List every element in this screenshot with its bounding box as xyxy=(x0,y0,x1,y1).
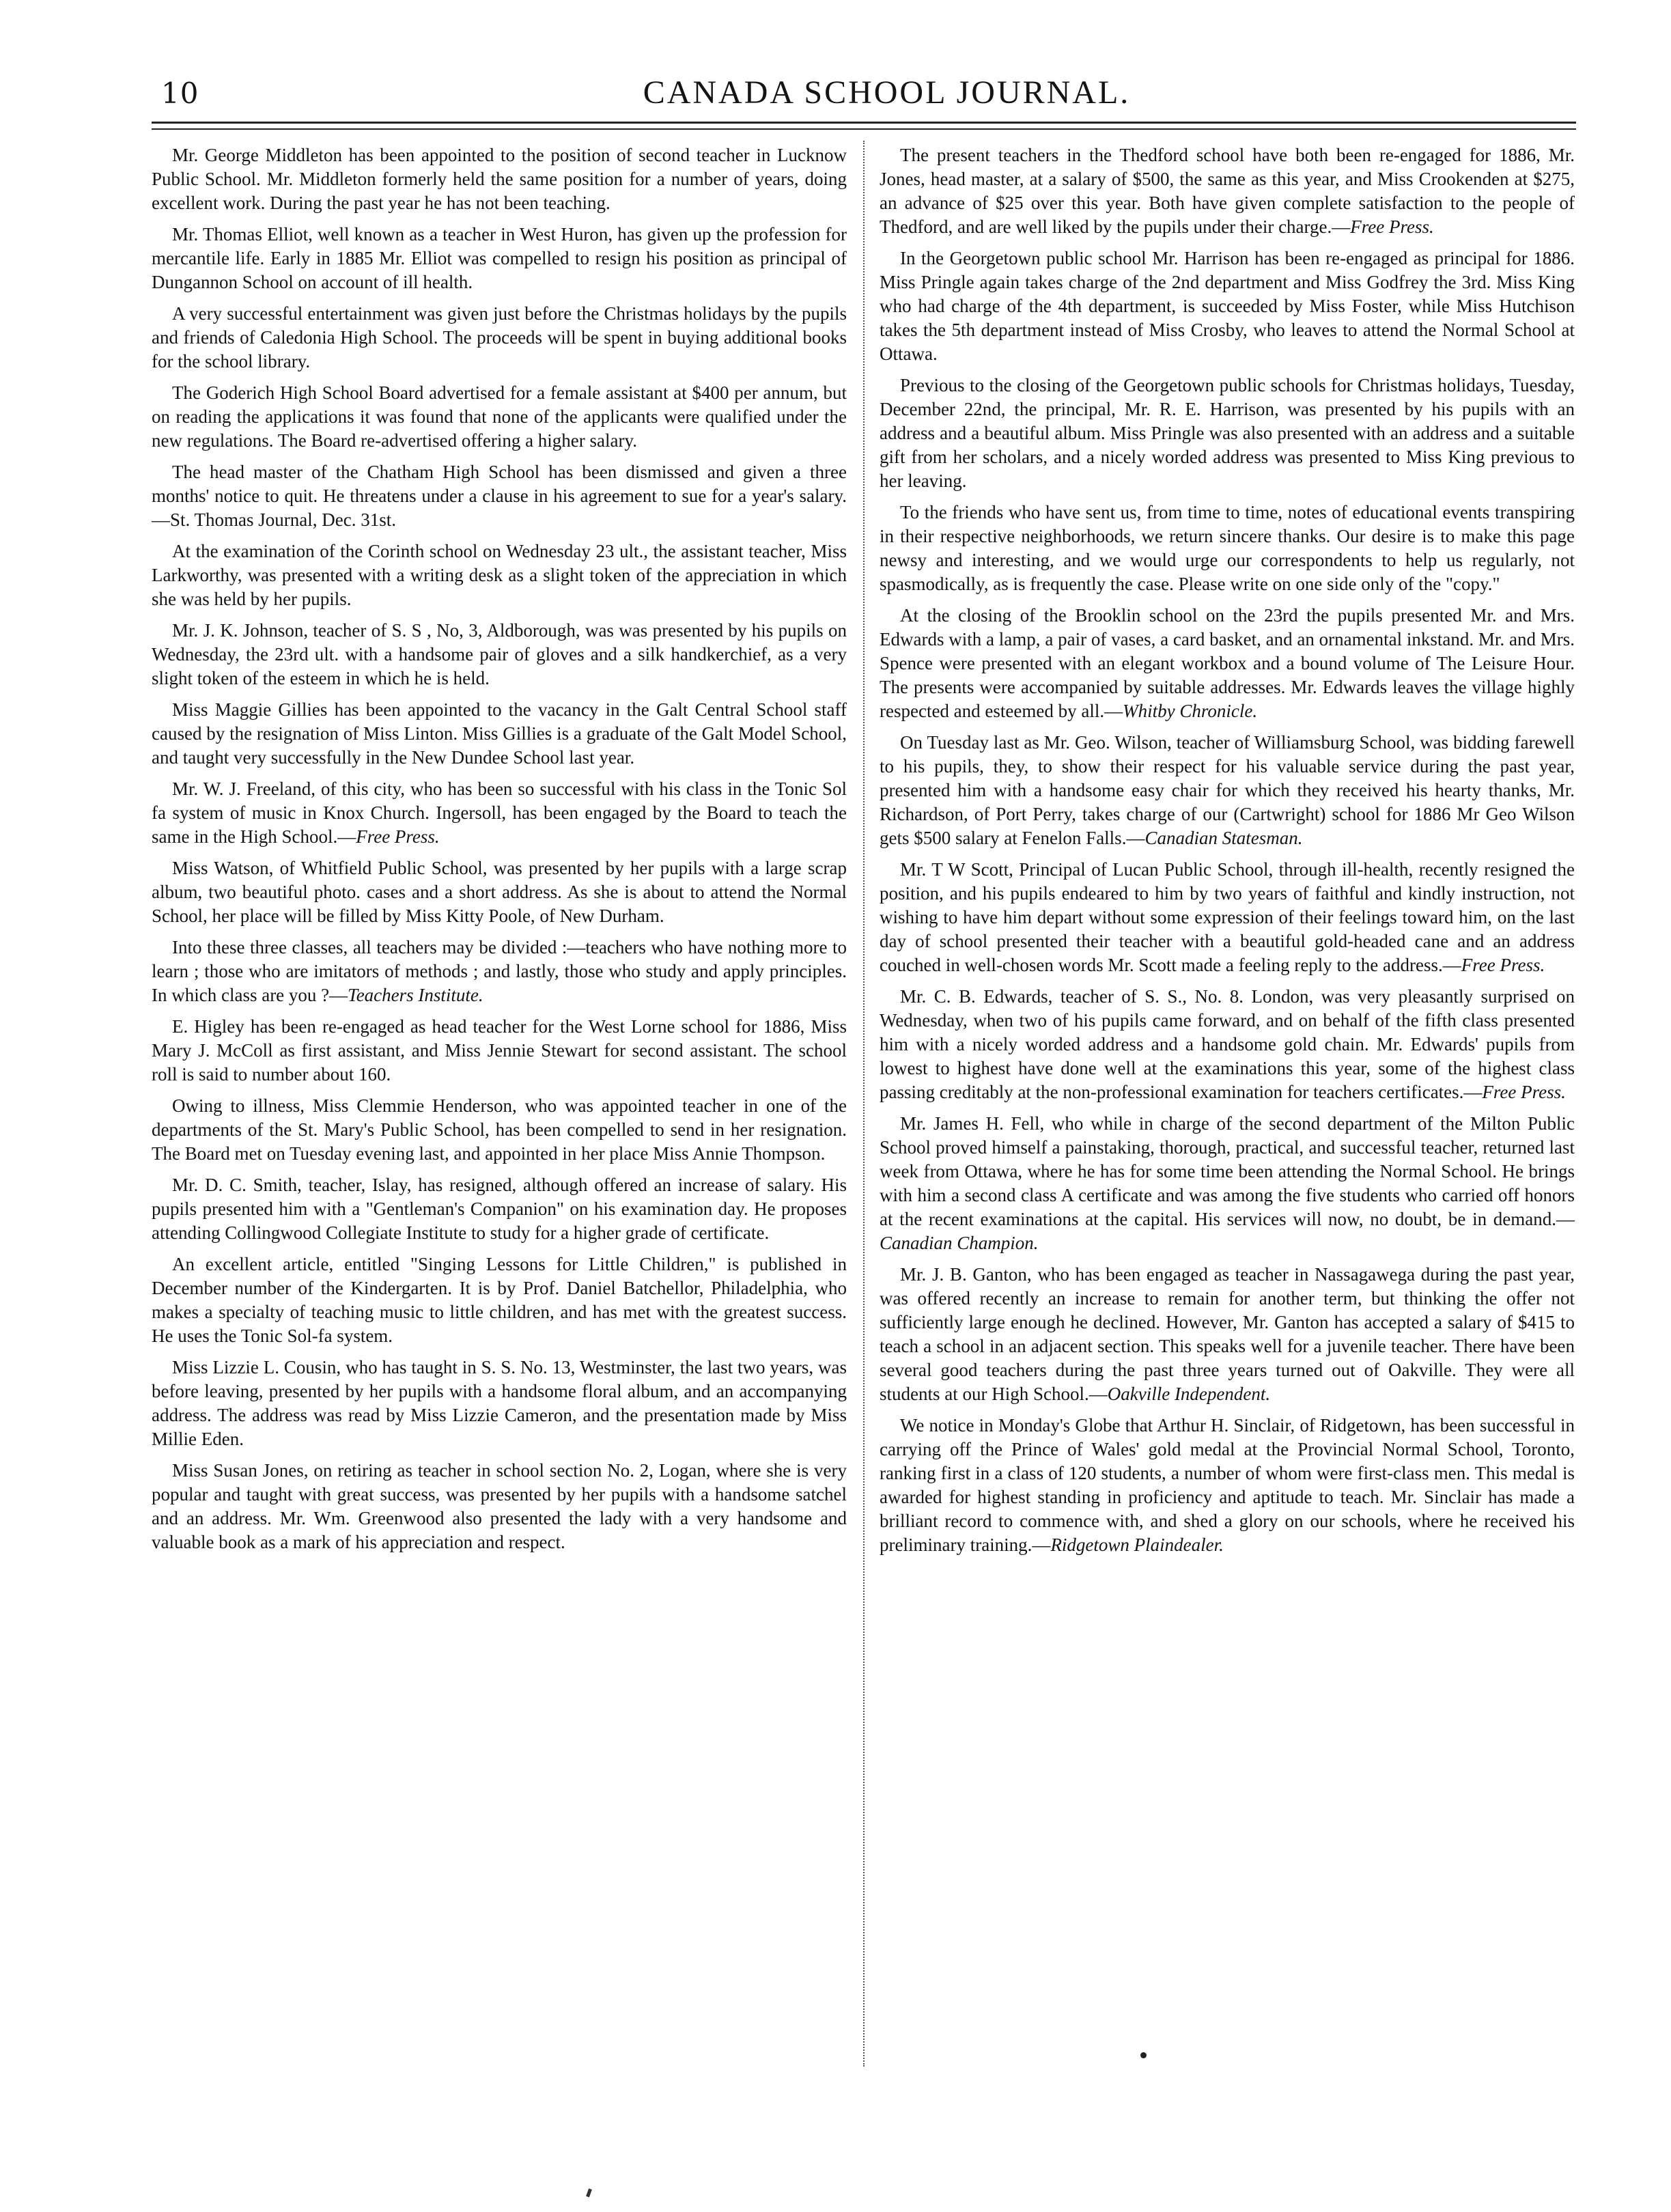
news-paragraph xyxy=(152,856,847,928)
news-paragraph xyxy=(152,1094,847,1166)
news-paragraph xyxy=(152,540,847,611)
paragraph-text: To the friends who have sent us, from time to time, notes of educational events transpiring in their respective neighborhoods, we return sincere thanks. Our desire is to make this page newsy and interesting, and we would urge our correspondents to help us regularly, not spasmodically, as is frequently the case. Please write on one side only of the "copy." xyxy=(880,502,1575,594)
news-paragraph xyxy=(152,619,847,690)
page-number: 10 xyxy=(161,76,199,110)
paragraph-text: E. Higley has been re-engaged as head teacher for the West Lorne school for 1886, Miss Mary J. McColl as first assistant, and Miss Jennie Stewart for second assistant. The school roll is said to number about 160. xyxy=(152,1016,847,1084)
news-paragraph xyxy=(880,1263,1575,1406)
right-column xyxy=(880,143,1575,1565)
paragraph-text: We notice in Monday's Globe that Arthur H. Sinclair, of Ridgetown, has been successful in carrying off the Prince of Wales' gold medal at the Provincial Normal School, Toronto, ranking first in a class of 120 students, a number of whom were first-class men. This medal is awarded for highest standing in proficiency and aptitude to teach. Mr. Sinclair has made a brilliant record to commence with, and shed a glory on our schools, where he received his preliminary training.— xyxy=(880,1415,1575,1555)
paragraph-text: Mr. J. K. Johnson, teacher of S. S , No, 3, Aldborough, was was presented by his pupils on Wednesday, the 23rd ult. with a handsome pair of gloves and a silk handkerchief, as a very slight token of the esteem in which he is held. xyxy=(152,620,847,688)
news-paragraph xyxy=(152,698,847,770)
news-paragraph xyxy=(152,936,847,1007)
news-paragraph xyxy=(152,1015,847,1087)
printer-dot xyxy=(1140,2052,1147,2058)
paragraph-text: Mr. George Middleton has been appointed to the position of second teacher in Lucknow Public School. Mr. Middleton formerly held the same position for a number of years, doing excellent work. During the past year he has not been teaching. xyxy=(152,145,847,213)
paragraph-text: Miss Watson, of Whitfield Public School, was presented by her pupils with a large scrap album, two beautiful photo. cases and a short address. As she is about to attend the Normal School, her place will be filled by Miss Kitty Poole, of New Durham. xyxy=(152,858,847,926)
paragraph-source: Canadian Statesman. xyxy=(1145,828,1303,848)
news-paragraph xyxy=(880,501,1575,596)
news-paragraph xyxy=(152,381,847,453)
column-divider xyxy=(863,141,865,2067)
paragraph-text: At the closing of the Brooklin school on the 23rd the pupils presented Mr. and Mrs. Edwards with a lamp, a pair of vases, a card basket, and an ornamental inkstand. Mr. and Mrs. Spence were presented with an elegant workbox and a bound volume of The Leisure Hour. The presents were accompanied by suitable addresses. Mr. Edwards leaves the village highly respected and esteemed by all.— xyxy=(880,605,1575,721)
paragraph-text: Miss Lizzie L. Cousin, who has taught in S. S. No. 13, Westminster, the last two years, was before leaving, presented by her pupils with a handsome floral album, and an accompanying address. The address was read by Miss Lizzie Cameron, and the presentation made by Miss Millie Eden. xyxy=(152,1357,847,1449)
paragraph-text: Mr. Thomas Elliot, well known as a teacher in West Huron, has given up the profession for mercantile life. Early in 1885 Mr. Elliot was compelled to resign his position as principal of Dungannon School on account of ill health. xyxy=(152,224,847,292)
paragraph-source: Canadian Champion. xyxy=(880,1233,1039,1253)
news-paragraph xyxy=(880,247,1575,366)
paragraph-text: Mr. J. B. Ganton, who has been engaged as teacher in Nassagawega during the past year, was offered recently an increase to remain for another term, but thinking the offer not sufficiently large enough he declined. However, Mr. Ganton has accepted a salary of $415 to teach a school in an adjacent section. This speaks well for a juvenile teacher. There have been several good teachers during the past three years turned out of Oakville. They were all students at our High School.— xyxy=(880,1264,1575,1404)
news-paragraph xyxy=(880,1414,1575,1557)
paragraph-source: Whitby Chronicle. xyxy=(1123,701,1258,721)
news-paragraph xyxy=(152,1356,847,1451)
news-paragraph xyxy=(880,374,1575,493)
paragraph-text: The head master of the Chatham High School has been dismissed and given a three months' notice to quit. He threatens under a clause in his agreement to sue for a year's salary.—St. Thomas Journal, Dec. 31st. xyxy=(152,462,847,530)
paragraph-text: At the examination of the Corinth school on Wednesday 23 ult., the assistant teacher, Miss Larkworthy, was presented with a writing desk as a slight token of the appreciation in which she was held by her pupils. xyxy=(152,541,847,609)
paragraph-text: Mr. C. B. Edwards, teacher of S. S., No. 8. London, was very pleasantly surprised on Wednesday, when two of his pupils came forward, and on behalf of the fifth class presented him with a nicely worded address and a handsome gold chain. Mr. Edwards' pupils from lowest to highest have done well at the examinations this year, some of the highest class passing creditably at the non-professional examination for teachers certificates.— xyxy=(880,986,1575,1102)
paragraph-source: Free Press. xyxy=(1482,1082,1566,1102)
paragraph-text: The present teachers in the Thedford school have both been re-engaged for 1886, Mr. Jones, head master, at a salary of $500, the same as this year, and Miss Crookenden at $275, an advance of $25 over this year. Both have given complete satisfaction to the people of Thedford, and are well liked by the pupils under their charge.— xyxy=(880,145,1575,237)
paragraph-text: Owing to illness, Miss Clemmie Henderson, who was appointed teacher in one of the departments of the St. Mary's Public School, has been compelled to send in her resignation. The Board met on Tuesday evening last, and appointed in her place Miss Annie Thompson. xyxy=(152,1095,847,1164)
paragraph-text: The Goderich High School Board advertised for a female assistant at $400 per annum, but on reading the applications it was found that none of the applicants were qualified under the new regulations. The Board re-advertised offering a higher salary. xyxy=(152,382,847,451)
paragraph-text: A very successful entertainment was given just before the Christmas holidays by the pupils and friends of Caledonia High School. The proceeds will be spent in buying additional books for the school library. xyxy=(152,303,847,372)
paragraph-source: Free Press. xyxy=(1461,955,1545,975)
header-rule xyxy=(152,122,1576,124)
paragraph-text: Previous to the closing of the Georgetown public schools for Christmas holidays, Tuesday, December 22nd, the principal, Mr. R. E. Harrison, was presented by his pupils with an address and a beautiful album. Miss Pringle was also presented with an address and a suitable gift from her scholars, and a nicely worded address was presented to Miss King previous to her leaving. xyxy=(880,375,1575,491)
news-paragraph xyxy=(152,302,847,374)
paragraph-source: Ridgetown Plaindealer. xyxy=(1050,1535,1224,1555)
news-paragraph xyxy=(880,604,1575,723)
page-mark xyxy=(586,2189,592,2198)
paragraph-text: In the Georgetown public school Mr. Harrison has been re-engaged as principal for 1886. Miss Pringle again takes charge of the 2nd department and Miss Godfrey the 3rd. Miss King who had charge of the 4th department, is succeeded by Miss Foster, while Miss Hutchison takes the 5th department instead of Miss Crosby, who leaves to attend the Normal School at Ottawa. xyxy=(880,248,1575,364)
paragraph-text: Mr. James H. Fell, who while in charge of the second department of the Milton Public School proved himself a painstaking, thorough, practical, and successful teacher, returned last week from Ottawa, where he has for some time been attending the Normal School. He brings with him a second class A certificate and was among the five students who carried off honors at the recent examinations at the capital. His services will now, no doubt, be in demand.— xyxy=(880,1113,1575,1229)
paragraph-source: Oakville Independent. xyxy=(1107,1384,1271,1404)
news-paragraph xyxy=(880,858,1575,977)
paragraph-text: On Tuesday last as Mr. Geo. Wilson, teacher of Williamsburg School, was bidding farewell to his pupils, they, to show their respect for his valuable service during the past year, presented him with a handsome easy chair for which they received his hearty thanks, Mr. Richardson, of Port Perry, takes charge of our (Cartwright) school for 1886 Mr Geo Wilson gets $500 salary at Fenelon Falls.— xyxy=(880,732,1575,848)
left-column xyxy=(152,143,847,1562)
news-paragraph xyxy=(152,1252,847,1348)
paragraph-source: Free Press. xyxy=(1350,216,1434,237)
paragraph-text: Miss Maggie Gillies has been appointed to the vacancy in the Galt Central School staff caused by the resignation of Miss Linton. Miss Gillies is a graduate of the Galt Model School, and taught very successfully in the New Dundee School last year. xyxy=(152,699,847,768)
paragraph-text: Miss Susan Jones, on retiring as teacher in school section No. 2, Logan, where she is very popular and taught with great success, was presented by her pupils with a handsome satchel and an address. Mr. Wm. Greenwood also presented the lady with a very handsome and valuable book as a mark of his appreciation and respect. xyxy=(152,1460,847,1552)
paragraph-text: Mr. T W Scott, Principal of Lucan Public School, through ill-health, recently resigned the position, and his pupils endeared to him by two years of faithful and kindly instruction, not wishing to have him depart without some expression of their feelings toward him, on the last day of school presented their teacher with a beautiful gold-headed cane and an address couched in well-chosen words Mr. Scott made a feeling reply to the address.— xyxy=(880,859,1575,975)
news-paragraph xyxy=(880,985,1575,1104)
news-paragraph xyxy=(880,143,1575,239)
paragraph-source: Teachers Institute. xyxy=(348,985,483,1005)
news-paragraph xyxy=(880,731,1575,850)
news-paragraph xyxy=(152,1173,847,1245)
header-rule-secondary xyxy=(152,128,1576,130)
news-paragraph xyxy=(152,777,847,849)
paragraph-text: An excellent article, entitled "Singing Lessons for Little Children," is published in December number of the Kindergarten. It is by Prof. Daniel Batchellor, Philadelphia, who makes a specialty of teaching music to little children, and has met with the greatest success. He uses the Tonic Sol-fa system. xyxy=(152,1254,847,1346)
paragraph-source: Free Press. xyxy=(356,826,440,847)
paragraph-text: Mr. W. J. Freeland, of this city, who has been so successful with his class in the Tonic Sol fa system of music in Knox Church. Ingersoll, has been engaged by the Board to teach the same in the High School.— xyxy=(152,779,847,847)
news-paragraph xyxy=(152,460,847,532)
journal-title: CANADA SCHOOL JOURNAL. xyxy=(643,74,1131,111)
news-paragraph xyxy=(152,143,847,215)
news-paragraph xyxy=(880,1112,1575,1255)
news-paragraph xyxy=(152,1459,847,1554)
news-paragraph xyxy=(152,223,847,294)
paragraph-text: Mr. D. C. Smith, teacher, Islay, has resigned, although offered an increase of salary. His pupils presented him with a "Gentleman's Companion" on his examination day. He proposes attending Collingwood Collegiate Institute to study for a higher grade of certificate. xyxy=(152,1175,847,1243)
paragraph-text: Into these three classes, all teachers may be divided :—teachers who have nothing more to learn ; those who are imitators of methods ; and lastly, those who study and apply principles. In which class are you ?— xyxy=(152,937,847,1005)
